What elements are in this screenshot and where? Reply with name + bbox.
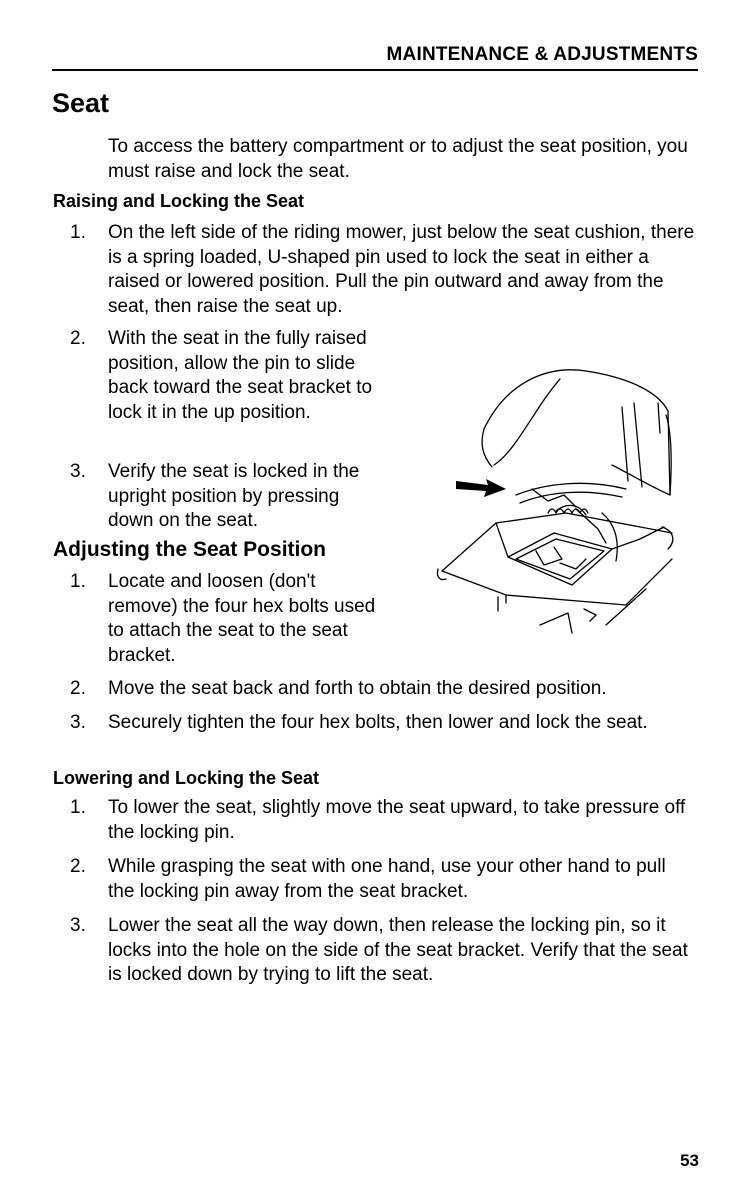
intro-paragraph: To access the battery compartment or to adjust the seat position, you must raise and lock the seat. bbox=[108, 136, 688, 182]
step-text: Verify the seat is locked in the upright position by pressing down on the seat. bbox=[108, 461, 360, 531]
step-text: Move the seat back and forth to obtain the desired position. bbox=[108, 678, 607, 699]
step-text: On the left side of the riding mower, just below the seat cushion, there is a spring loaded, U-shaped pin used to lock the seat in either a raised or lowered position. Pull the pin outward and away from the seat, then raise the seat up. bbox=[108, 222, 695, 317]
step-number: 3. bbox=[70, 712, 86, 733]
step-text: With the seat in the fully raised position, allow the pin to slide back toward the seat bracket to lock it in the up position. bbox=[108, 328, 373, 423]
step-number: 1. bbox=[70, 222, 86, 243]
step-number: 2. bbox=[70, 328, 86, 349]
header-rule bbox=[52, 69, 698, 71]
step-number: 3. bbox=[70, 915, 86, 936]
step-text: Securely tighten the four hex bolts, then lower and lock the seat. bbox=[108, 712, 648, 733]
step-text: Lower the seat all the way down, then release the locking pin, so it locks into the hole on the side of the seat bracket. Verify that the seat is locked down by trying to lift the seat. bbox=[108, 915, 688, 985]
page-title: Seat bbox=[52, 88, 110, 118]
step-text: While grasping the seat with one hand, use your other hand to pull the locking pin away from the seat bracket. bbox=[108, 856, 666, 902]
raising-heading: Raising and Locking the Seat bbox=[53, 191, 305, 211]
step-number: 1. bbox=[70, 797, 86, 818]
page-number: 53 bbox=[680, 1151, 699, 1170]
step-number: 1. bbox=[70, 571, 86, 592]
section-header: MAINTENANCE & ADJUSTMENTS bbox=[386, 44, 698, 65]
raised-seat-illustration bbox=[436, 363, 676, 641]
step-text: Locate and loosen (don't remove) the four hex bolts used to attach the seat to the seat bracket. bbox=[108, 571, 376, 666]
step-number: 3. bbox=[70, 461, 86, 482]
adjusting-heading: Adjusting the Seat Position bbox=[53, 538, 327, 561]
step-number: 2. bbox=[70, 856, 86, 877]
lowering-heading: Lowering and Locking the Seat bbox=[53, 768, 320, 788]
step-text: To lower the seat, slightly move the seat upward, to take pressure off the locking pin. bbox=[108, 797, 686, 843]
step-number: 2. bbox=[70, 678, 86, 699]
